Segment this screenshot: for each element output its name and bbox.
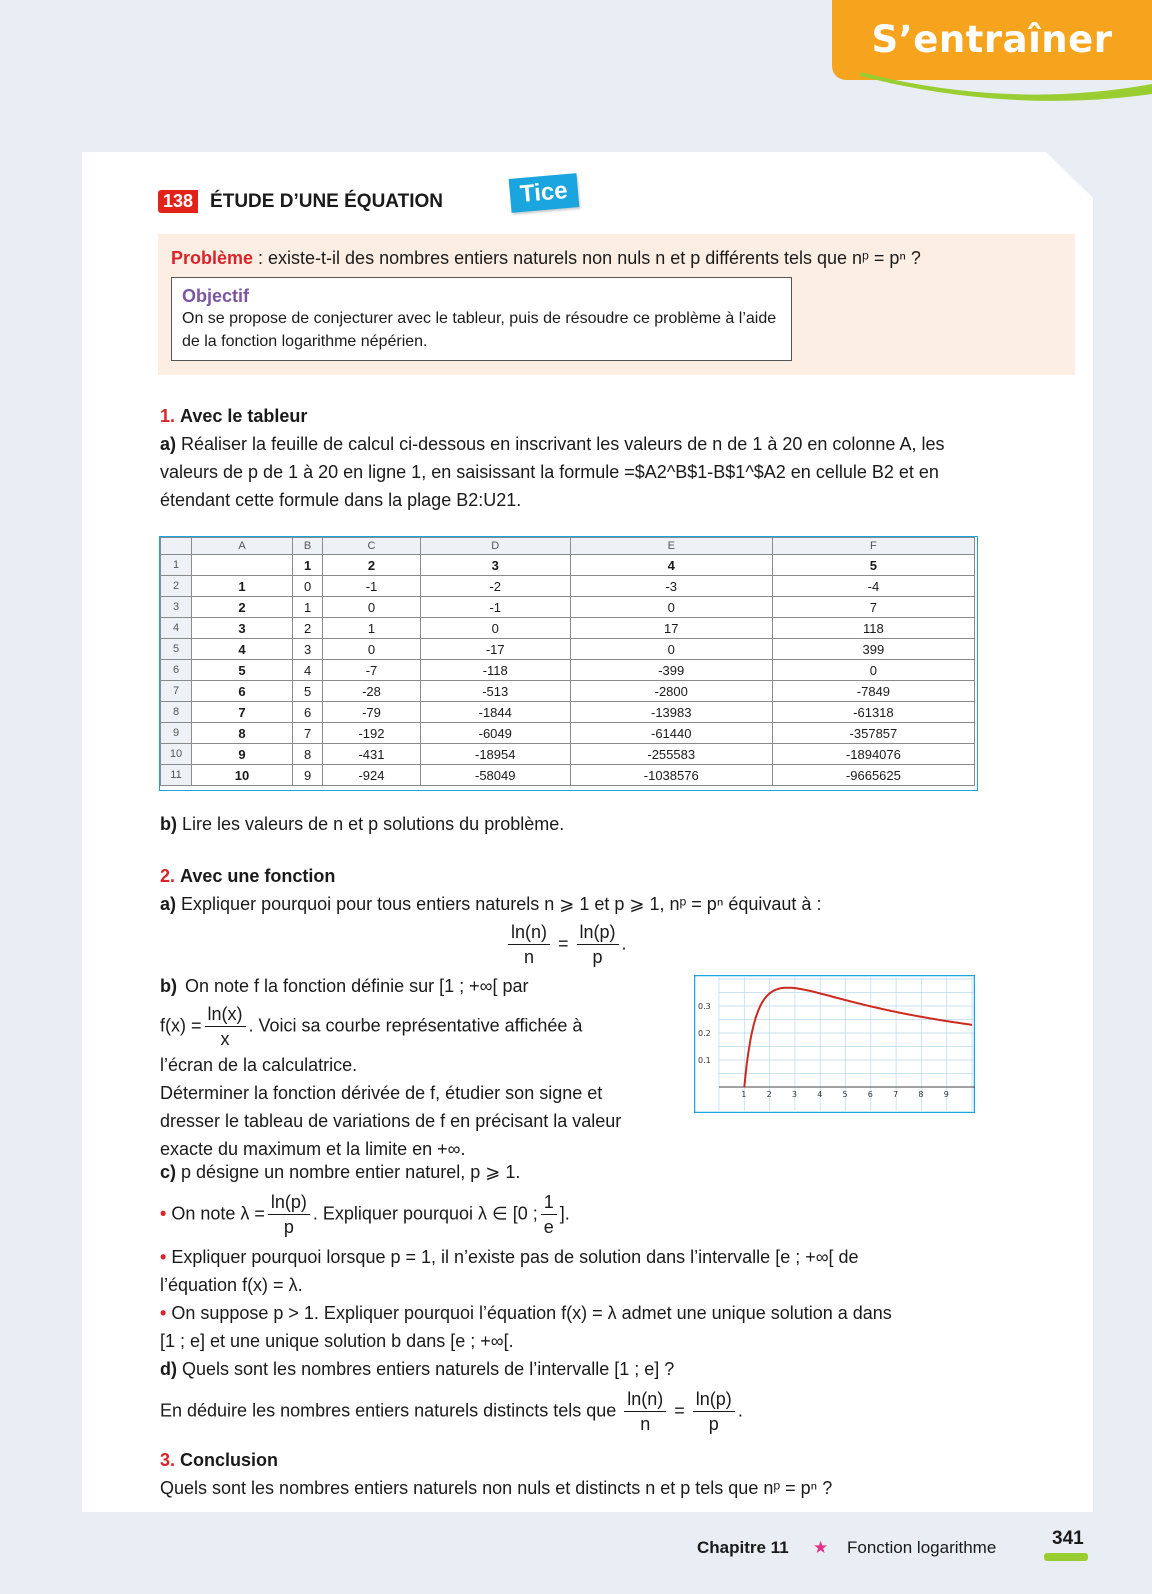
x-tick-label: 6 [867, 1090, 873, 1099]
tice-badge: Tice [509, 173, 579, 213]
spreadsheet-cell: -79 [323, 702, 421, 723]
spreadsheet-cell: 2 [192, 597, 293, 618]
spreadsheet-row [161, 702, 975, 723]
spreadsheet-cell: 0 [420, 618, 570, 639]
spreadsheet-row [161, 639, 975, 660]
y-tick-label: 0.2 [698, 1029, 711, 1038]
part2-b-line6: exacte du maximum et la limite en +∞. [160, 1139, 466, 1159]
spreadsheet-row [161, 723, 975, 744]
spreadsheet-row [161, 576, 975, 597]
footer-chapter: Chapitre 11 [697, 1538, 789, 1557]
footer-star: ★ [813, 1538, 829, 1557]
x-tick-label: 2 [766, 1090, 772, 1099]
section-title: S’entraîner [871, 18, 1113, 61]
problem-statement: Problème : existe-t-il des nombres entiers naturels non nuls n et p différents tels que nᵖ = pⁿ ? [171, 248, 921, 268]
spreadsheet-cell: -1 [420, 597, 570, 618]
spreadsheet-cell: 5 [293, 681, 323, 702]
spreadsheet-cell: -7 [323, 660, 421, 681]
spreadsheet-cell: 2 [323, 555, 421, 576]
spreadsheet-cell: -2 [420, 576, 570, 597]
row-number: 8 [161, 702, 192, 723]
row-number: 10 [161, 744, 192, 765]
spreadsheet-row [161, 618, 975, 639]
part1-heading: 1. Avec le tableur [160, 406, 308, 426]
spreadsheet-cell: -192 [323, 723, 421, 744]
row-number: 9 [161, 723, 192, 744]
part2-c-bullet1: • On note λ = $\frac{\ln(p)}{p}$ . Expliquer pourquoi λ ∈ [0 ; $\frac{1}{e}$ ]. [160, 1192, 570, 1237]
row-number: 7 [161, 681, 192, 702]
spreadsheet-cell: -431 [323, 744, 421, 765]
spreadsheet-cell: -7849 [772, 681, 974, 702]
row-number: 6 [161, 660, 192, 681]
spreadsheet-cell: 0 [570, 597, 772, 618]
spreadsheet-cell: 10 [192, 765, 293, 786]
x-tick-label: 5 [842, 1090, 848, 1099]
spreadsheet-cell: 5 [772, 555, 974, 576]
spreadsheet-cell: -1894076 [772, 744, 974, 765]
column-letter: A [192, 538, 293, 555]
spreadsheet-cell: -13983 [570, 702, 772, 723]
column-letter: C [323, 538, 421, 555]
spreadsheet-row [161, 681, 975, 702]
part2-d-line2: En déduire les nombres entiers naturels distincts tels que $\frac{\ln(n)}{n}$ = $\frac{\ln(p)}{p}$ . [160, 1389, 743, 1434]
x-tick-label: 9 [943, 1090, 949, 1099]
spreadsheet-row [161, 744, 975, 765]
part2-c-intro: c) p désigne un nombre entier naturel, p ⩾ 1. [160, 1162, 521, 1182]
spreadsheet-cell: 1 [323, 618, 421, 639]
spreadsheet-cell: 9 [192, 744, 293, 765]
part2 [160, 862, 980, 918]
x-tick-label: 3 [791, 1090, 797, 1099]
spreadsheet-cell: 7 [293, 723, 323, 744]
spreadsheet-cell: 5 [192, 660, 293, 681]
x-tick-label: 4 [817, 1090, 823, 1099]
x-tick-label: 8 [918, 1090, 924, 1099]
part2-b-line4: Déterminer la fonction dérivée de f, étudier son signe et [160, 1083, 603, 1103]
spreadsheet-row: 1 1 2 3 4 5 [161, 555, 975, 576]
row-number: 4 [161, 618, 192, 639]
spreadsheet-cell: -4 [772, 576, 974, 597]
part2-c [160, 1158, 980, 1436]
part2-c-bullet2: • Expliquer pourquoi lorsque p = 1, il n’existe pas de solution dans l’intervalle [e ; +∞[ de l’équation f(x) = λ. [160, 1247, 859, 1295]
spreadsheet-cell: 7 [772, 597, 974, 618]
spreadsheet-cell: 6 [192, 681, 293, 702]
spreadsheet-cell: 17 [570, 618, 772, 639]
y-tick-label: 0.1 [698, 1056, 711, 1065]
spreadsheet-table [160, 537, 975, 786]
spreadsheet-cell: -118 [420, 660, 570, 681]
spreadsheet-cell: -9665625 [772, 765, 974, 786]
spreadsheet-cell: 1 [192, 576, 293, 597]
part2-b-line3: l’écran de la calculatrice. [160, 1055, 358, 1075]
column-letter: E [570, 538, 772, 555]
spreadsheet-cell: 0 [772, 660, 974, 681]
part2-b-line2: f(x) = $\frac{\ln(x)}{x}$ . Voici sa courbe représentative affichée à [160, 1004, 583, 1049]
spreadsheet-column-header-row [161, 538, 975, 555]
spreadsheet-cell: -3 [570, 576, 772, 597]
objective-box [171, 277, 792, 361]
part1 [160, 402, 980, 514]
spreadsheet-cell: -28 [323, 681, 421, 702]
spreadsheet-cell: -924 [323, 765, 421, 786]
spreadsheet-cell: -1038576 [570, 765, 772, 786]
part3-heading: 3. Conclusion [160, 1450, 279, 1470]
page-number-bar [1044, 1553, 1088, 1561]
part3 [160, 1446, 980, 1502]
calculator-graph [694, 975, 975, 1113]
spreadsheet-cell: -18954 [420, 744, 570, 765]
spreadsheet-cell: -399 [570, 660, 772, 681]
exercise-title: ÉTUDE D’UNE ÉQUATION [210, 190, 443, 212]
row-number: 2 [161, 576, 192, 597]
spreadsheet-cell: 399 [772, 639, 974, 660]
spreadsheet-cell: 9 [293, 765, 323, 786]
objective-text: On se propose de conjecturer avec le tableur, puis de résoudre ce problème à l’aide de la fonction logarithme népérien. [182, 310, 777, 350]
part2-b [160, 972, 670, 1163]
spreadsheet-cell: 8 [293, 744, 323, 765]
spreadsheet-cell: 118 [772, 618, 974, 639]
spreadsheet-cell: -17 [420, 639, 570, 660]
part2-c-bullet3: • On suppose p > 1. Expliquer pourquoi l’équation f(x) = λ admet une unique solution a dans [1 ; e] et une unique solution b dans [e ; +∞[. [160, 1303, 892, 1351]
part2-heading: 2. Avec une fonction [160, 866, 336, 886]
part3-text: Quels sont les nombres entiers naturels non nuls et distincts n et p tels que nᵖ = pⁿ ? [160, 1478, 833, 1498]
part2-a-equation: $\frac{\ln(n)}{n}$ = $\frac{\ln(p)}{p}$ . [505, 920, 627, 969]
spreadsheet-cell: 4 [570, 555, 772, 576]
column-letter: D [420, 538, 570, 555]
spreadsheet-cell: 0 [323, 597, 421, 618]
spreadsheet-cell: -255583 [570, 744, 772, 765]
spreadsheet-cell: 1 [293, 555, 323, 576]
column-letter: B [293, 538, 323, 555]
spreadsheet-cell: 4 [192, 639, 293, 660]
spreadsheet-row [161, 597, 975, 618]
spreadsheet-cell: -1 [323, 576, 421, 597]
spreadsheet-cell: -61318 [772, 702, 974, 723]
row-number: 3 [161, 597, 192, 618]
page-number: 341 [1052, 1528, 1084, 1549]
problem-box [158, 234, 1075, 375]
spreadsheet-cell: 3 [293, 639, 323, 660]
part1-a: a) Réaliser la feuille de calcul ci-dessous en inscrivant les valeurs de n de 1 à 20 en colonne A, les valeurs de p de 1 à 20 en ligne 1, en saisissant la formule =$A2^B$1-B$1^$A2 en cellule B2 et en étendant cette formule dans la plage B2:U21. [160, 434, 945, 510]
spreadsheet-cell: -357857 [772, 723, 974, 744]
spreadsheet-row [161, 660, 975, 681]
spreadsheet-cell: 0 [570, 639, 772, 660]
spreadsheet-cell: 1 [293, 597, 323, 618]
spreadsheet-cell: -1844 [420, 702, 570, 723]
part2-b-line1: b) On note f la fonction définie sur [1 ; +∞[ par [160, 976, 529, 996]
x-tick-label: 7 [893, 1090, 899, 1099]
row-number: 11 [161, 765, 192, 786]
spreadsheet-cell: -6049 [420, 723, 570, 744]
spreadsheet-cell: -2800 [570, 681, 772, 702]
part2-d: d) Quels sont les nombres entiers naturels de l’intervalle [1 ; e] ? [160, 1359, 675, 1379]
spreadsheet-row [161, 765, 975, 786]
spreadsheet-cell: 3 [420, 555, 570, 576]
spreadsheet-cell: 2 [293, 618, 323, 639]
spreadsheet-cell: -61440 [570, 723, 772, 744]
spreadsheet-cell: 7 [192, 702, 293, 723]
part2-b-line5: dresser le tableau de variations de f en précisant la valeur [160, 1111, 622, 1131]
y-tick-label: 0.3 [698, 1002, 711, 1011]
spreadsheet-cell [192, 555, 293, 576]
x-tick-label: 1 [741, 1090, 747, 1099]
exercise-header [158, 190, 443, 213]
objective-title: Objectif [182, 286, 250, 306]
footer-subject: Fonction logarithme [847, 1538, 997, 1557]
spreadsheet-cell: 0 [323, 639, 421, 660]
exercise-number: 138 [158, 190, 198, 213]
column-letter: F [772, 538, 974, 555]
spreadsheet-cell: -513 [420, 681, 570, 702]
part2-a: a) Expliquer pourquoi pour tous entiers naturels n ⩾ 1 et p ⩾ 1, nᵖ = pⁿ équivaut à : [160, 894, 822, 914]
row-number: 5 [161, 639, 192, 660]
spreadsheet-cell: 0 [293, 576, 323, 597]
spreadsheet-cell: 8 [192, 723, 293, 744]
spreadsheet-cell: 6 [293, 702, 323, 723]
spreadsheet-cell: -58049 [420, 765, 570, 786]
spreadsheet-cell: 4 [293, 660, 323, 681]
tab-swoosh [860, 70, 1152, 104]
spreadsheet-cell: 3 [192, 618, 293, 639]
part1-b: b) Lire les valeurs de n et p solutions du problème. [160, 814, 565, 834]
